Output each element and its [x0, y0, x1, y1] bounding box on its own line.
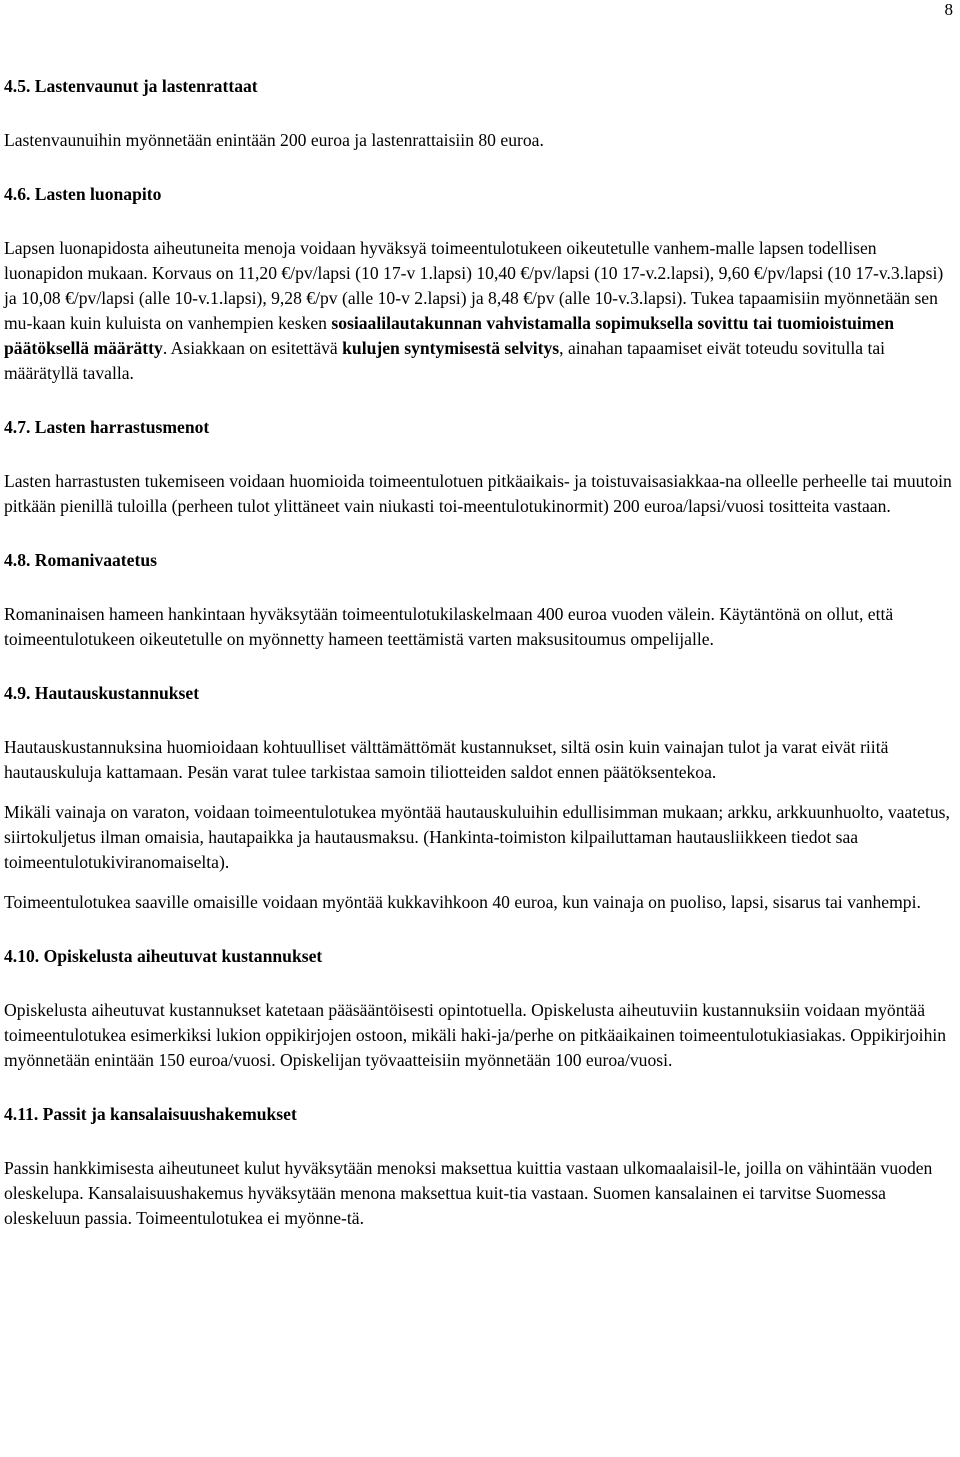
page-number: 8 [944, 0, 953, 19]
section-4-11 [4, 1102, 954, 1231]
text-run: . Asiakkaan on esitettävä [162, 338, 343, 358]
paragraph: Mikäli vainaja on varaton, voidaan toimeentulotukea myöntää hautauskuluihin edullisimman mukaan; arkku, arkkuunhuolto, vaatetus, siirtokuljetus ilman omaisia, hautapaikka ja hautausmaksu. (Hankinta-toimiston kilpailuttaman hautausliikkeen tiedot saa toimeentulotukiviranomaiselta). [4, 802, 950, 872]
text-run: , ainahan tapaamiset eivät toteudu sovitulla tai määrätyllä tavalla. [4, 338, 886, 383]
section-4-10 [4, 944, 954, 1073]
section-4-5 [4, 74, 954, 153]
paragraph: Toimeentulotukea saaville omaisille voidaan myöntää kukkavihkoon 40 euroa, kun vainaja on puoliso, lapsi, sisarus tai vanhempi. [4, 892, 921, 912]
bold-text: sosiaalilautakunnan vahvistamalla sopimuksella sovittu tai tuomioistuimen päätöksellä määrätty [4, 313, 894, 358]
paragraph: Opiskelusta aiheutuvat kustannukset katetaan pääsääntöisesti opintotuella. Opiskelusta aiheutuviin kustannuksiin voidaan myöntää toimeentulotukea esimerkiksi lukion oppikirjojen ostoon, mikäli haki-ja/perhe on pitkäaikainen toimeentulotukiasiakas. Oppikirjoihin myönnetään enintään 150 euroa/vuosi. Opiskelijan työvaatteisiin myönnetään 100 euroa/vuosi. [4, 1000, 947, 1070]
bold-text: kulujen syntymisestä selvitys [342, 338, 560, 358]
section-heading: 4.7. Lasten harrastusmenot [4, 417, 210, 437]
paragraph: Romaninaisen hameen hankintaan hyväksytään toimeentulotukilaskelmaan 400 euroa vuoden välein. Käytäntönä on ollut, että toimeentulotukeen oikeutetulle on myönnetty hameen teettämistä varten maksusitoumus ompelijalle. [4, 604, 894, 649]
document-body [4, 74, 954, 1231]
section-heading: 4.10. Opiskelusta aiheutuvat kustannukset [4, 946, 323, 966]
section-4-6 [4, 182, 954, 386]
section-4-8 [4, 548, 954, 652]
paragraph [4, 236, 954, 386]
section-4-7 [4, 415, 954, 519]
paragraph: Passin hankkimisesta aiheutuneet kulut hyväksytään menoksi maksettua kuittia vastaan ulkomaalaisil-le, joilla on vähintään vuoden oleskelupa. Kansalaisuushakemus hyväksytään menona maksettua kuit-tia vastaan. Suomen kansalainen ei tarvitse Suomessa oleskeluun passia. Toimeentulotukea ei myönne-tä. [4, 1158, 933, 1228]
section-heading: 4.11. Passit ja kansalaisuushakemukset [4, 1104, 297, 1124]
section-heading: 4.8. Romanivaatetus [4, 550, 157, 570]
section-heading: 4.5. Lastenvaunut ja lastenrattaat [4, 76, 258, 96]
paragraph: Lastenvaunuihin myönnetään enintään 200 euroa ja lastenrattaisiin 80 euroa. [4, 130, 544, 150]
section-heading: 4.9. Hautauskustannukset [4, 683, 200, 703]
section-4-9 [4, 681, 954, 915]
paragraph: Hautauskustannuksina huomioidaan kohtuulliset välttämättömät kustannukset, siltä osin kuin vainajan tulot ja varat eivät riitä hautauskuluja kattamaan. Pesän varat tulee tarkistaa samoin tiliotteiden saldot ennen päätöksentekoa. [4, 737, 889, 782]
text-run: Lapsen luonapidosta aiheutuneita menoja voidaan hyväksyä toimeentulotukeen oikeutetulle vanhem-malle lapsen todellisen luonapidon mukaan. Korvaus on 11,20 €/pv/lapsi (10 17-v 1.lapsi) 10,40 €/pv/lapsi (10 17-v.2.lapsi), 9,60 €/pv/lapsi (10 17-v.3.lapsi) ja 10,08 €/pv/lapsi (alle 10-v.1.lapsi), 9,28 €/pv (alle 10-v 2.lapsi) ja 8,48 €/pv (alle 10-v.3.lapsi). Tukea tapaamisiin myönnetään sen mu-kaan kuin kuluista on vanhempien kesken [4, 238, 944, 333]
paragraph: Lasten harrastusten tukemiseen voidaan huomioida toimeentulotuen pitkäaikais- ja toistuvaisasiakkaa-na olleelle perheelle tai muutoin pitkään pienillä tuloilla (perheen tulot ylittäneet vain niukasti toi-meentulotukinormit) 200 euroa/lapsi/vuosi tositteita vastaan. [4, 471, 952, 516]
section-heading: 4.6. Lasten luonapito [4, 184, 162, 204]
